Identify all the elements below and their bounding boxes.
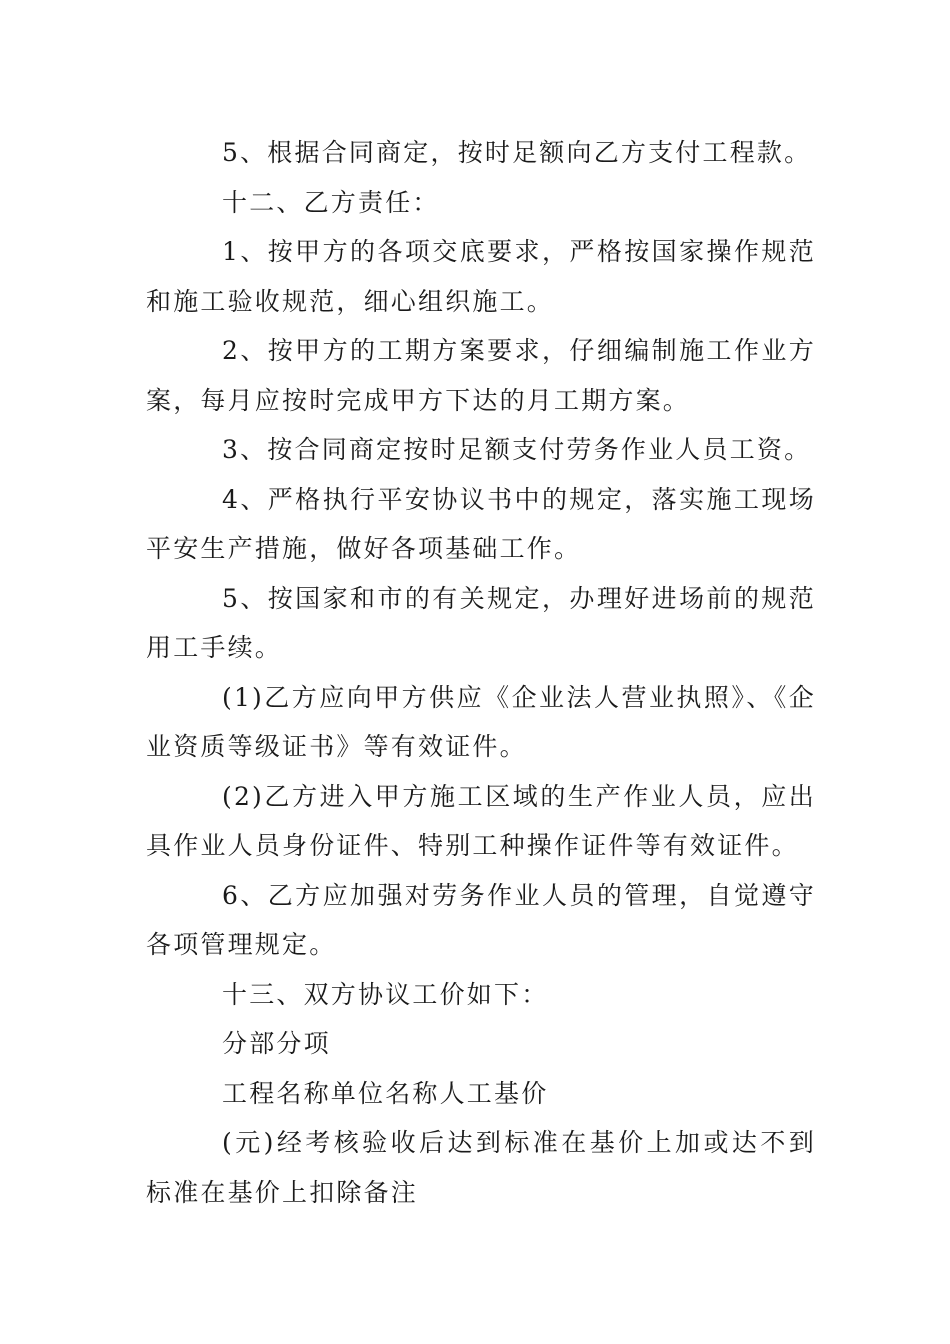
paragraph: 5、根据合同商定，按时足额向乙方支付工程款。 <box>222 138 812 167</box>
paragraph: 1、按甲方的各项交底要求，严格按国家操作规范和施工验收规范，细心组织施工。 <box>146 237 816 316</box>
section-heading: 十二、乙方责任： <box>222 187 440 217</box>
paragraph: (元)经考核验收后达到标准在基价上加或达不到标准在基价上扣除备注 <box>146 1128 816 1207</box>
paragraph: 6、乙方应加强对劳务作业人员的管理，自觉遵守各项管理规定。 <box>146 880 816 959</box>
paragraph: 分部分项 <box>222 1029 331 1058</box>
paragraph: (2)乙方进入甲方施工区域的生产作业人员，应出具作业人员身份证件、特别工种操作证件等有效证件。 <box>146 781 816 860</box>
paragraph: 2、按甲方的工期方案要求，仔细编制施工作业方案，每月应按时完成甲方下达的月工期方案。 <box>146 336 816 415</box>
section-heading: 十三、双方协议工价如下： <box>222 979 549 1009</box>
paragraph: 5、按国家和市的有关规定，办理好进场前的规范用工手续。 <box>146 583 816 662</box>
paragraph: (1)乙方应向甲方供应《企业法人营业执照》、《企业资质等级证书》等有效证件。 <box>146 682 816 761</box>
paragraph: 4、严格执行平安协议书中的规定，落实施工现场平安生产措施，做好各项基础工作。 <box>146 484 816 563</box>
paragraph: 工程名称单位名称人工基价 <box>222 1078 549 1108</box>
document-body <box>146 128 816 1217</box>
paragraph: 3、按合同商定按时足额支付劳务作业人员工资。 <box>222 435 812 464</box>
